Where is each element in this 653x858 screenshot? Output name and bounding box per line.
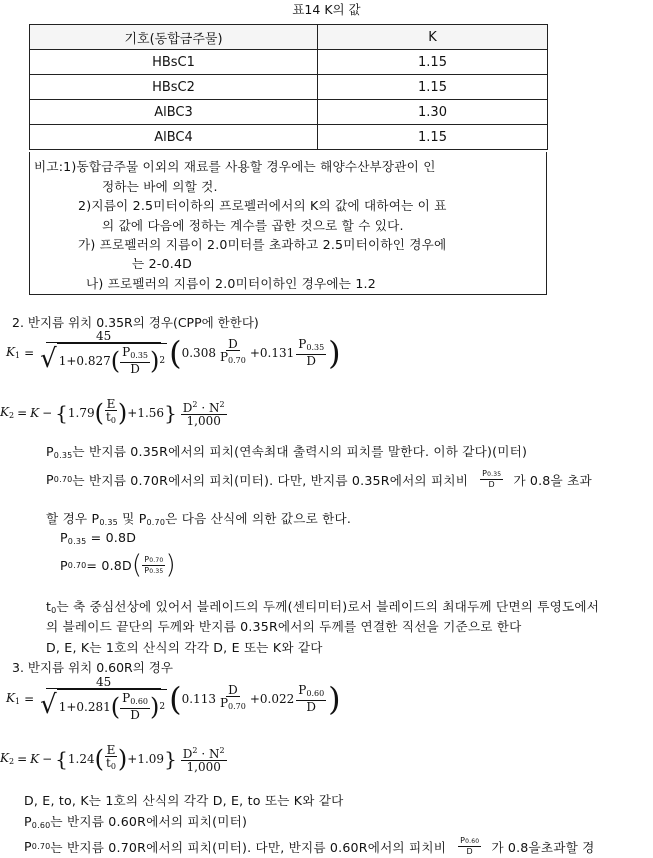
formula-k2 (0, 744, 227, 773)
formula-denominator: 1,000 (186, 413, 221, 428)
formula-numerator: 45 (46, 676, 161, 689)
sqrt-icon: √ (40, 690, 57, 720)
paren-close-icon: ) (117, 744, 128, 773)
table-header-cell: K (318, 25, 548, 50)
formula-term: 0.113 (181, 691, 216, 706)
formula-exponent: 2 (159, 355, 166, 366)
brace-close-icon: } (164, 746, 177, 771)
paren-open-icon: ( (169, 679, 182, 718)
formula-operator: = (17, 751, 28, 766)
formula-numerator: $P_{0.60}$ (120, 692, 150, 709)
table-cell: 1.30 (318, 100, 548, 125)
formula-numerator: 45 (46, 330, 161, 343)
table-header-cell: 기호(동합금주물) (30, 25, 318, 50)
formula-fraction (38, 676, 169, 721)
formula-operator: = (17, 405, 28, 420)
formula-symbol: $K_1$ (6, 691, 21, 706)
definition-t0: $t_0$는 축 중심선상에 있어서 블레이드의 두께(센티미터)로서 블레이드의 최대두께 단면의 투영도에서 (46, 599, 600, 615)
definition-dek: D, E, to, K는 1호의 산식의 각각 D, E, to 또는 K와 같다 (24, 793, 344, 808)
formula-denominator: $t_0$ (105, 756, 116, 771)
brace-close-icon: } (164, 400, 177, 425)
formula-exponent: 2 (159, 701, 166, 712)
formula-operator: − (42, 405, 53, 420)
formula-fraction (120, 692, 150, 721)
formula-fraction (218, 338, 248, 367)
paren-close-icon: ) (328, 333, 341, 372)
formula-operator: = (24, 345, 35, 360)
table-row (30, 125, 548, 150)
table-row (30, 50, 548, 75)
formula-numerator: $P_{0.35}$ (120, 346, 150, 363)
formula-term: 1.24 (67, 751, 95, 766)
formula-fraction (120, 346, 150, 375)
formula-fraction (104, 398, 118, 427)
formula-symbol: $K_2$ (0, 751, 15, 766)
formula-denominator: $P_{0.70}$ (219, 350, 246, 365)
definition-p060: $P_{0.60}$는 반지름 0.60R에서의 피치(미터) (24, 814, 248, 830)
table-header-row (30, 25, 548, 50)
formula-fraction (38, 330, 169, 375)
formula-operator: + (249, 691, 260, 706)
table-cell: AlBC4 (30, 125, 318, 150)
formula-denominator: $t_0$ (105, 410, 116, 425)
formula-numerator: $P_{0.60}$ (296, 684, 326, 701)
table-cell: HBsC2 (30, 75, 318, 100)
pitch-ratio-fraction: $\frac{P0.35}{D}$ (482, 469, 502, 489)
equation-p035: $P_{0.35} = 0.8D$ (60, 530, 137, 546)
formula-term: 0.131 (259, 345, 295, 360)
table-cell: 1.15 (318, 125, 548, 150)
note-line: 가) 프로펠러의 지름이 2.0미터를 초과하고 2.5미터이하인 경우에 (78, 237, 447, 252)
formula-fraction (296, 338, 326, 367)
formula-fraction (296, 684, 326, 713)
formula-fraction (218, 684, 248, 713)
formula-operator: + (249, 345, 260, 360)
section-heading: 3. 반지름 위치 0.60R의 경우 (12, 660, 173, 675)
formula-numerator: D (228, 683, 238, 697)
table-cell: AlBC3 (30, 100, 318, 125)
formula-term: 1.56 (137, 405, 165, 420)
note-line: 비고:1)동합금주물 이외의 재료를 사용할 경우에는 해양수산부장관이 인 (34, 159, 436, 174)
formula-numerator: E (106, 397, 116, 411)
formula-operator: + (127, 751, 138, 766)
paren-close-icon: ) (150, 692, 160, 721)
brace-open-icon: { (55, 400, 68, 425)
formula-fraction (181, 745, 227, 773)
table-title: 표14 K의 값 (292, 2, 361, 17)
condition-line: 할 경우 $P_{0.35}$ 및 $P_{0.70}$은 다음 산식에 의한 값으로 한다. (46, 511, 352, 527)
formula-term: 0.308 (181, 345, 216, 360)
definition-p035: $P_{0.35}$는 반지름 0.35R에서의 피치(연속최대 출력시의 피치를 말한다. 이하 같다)(미터) (46, 444, 528, 460)
formula-symbol: $K_1$ (6, 345, 21, 360)
formula-fraction (181, 399, 227, 427)
definition-dek: D, E, K는 1호의 산식의 각각 D, E 또는 K와 같다 (46, 640, 323, 655)
formula-numerator: E (106, 743, 116, 757)
formula-denominator: D (130, 362, 140, 376)
exponent-fraction: $\frac{P0.70}{P0.35}$ (144, 554, 164, 575)
table-cell: 1.15 (318, 50, 548, 75)
note-line: 정하는 바에 의할 것. (102, 179, 218, 194)
formula-k2 (0, 398, 227, 427)
formula-operator: + (127, 405, 138, 420)
note-line: 의 값에 다음에 정하는 계수를 곱한 것으로 할 수 있다. (102, 218, 404, 233)
pitch-ratio-fraction: $\frac{P0.60}{D}$ (460, 836, 480, 856)
paren-close-icon: ) (117, 398, 128, 427)
paren-open-icon: ( (169, 333, 182, 372)
formula-denominator (38, 689, 169, 721)
brace-open-icon: { (55, 746, 68, 771)
formula-denominator: 1,000 (186, 759, 221, 774)
table-row (30, 100, 548, 125)
formula-term: 1.79 (67, 405, 95, 420)
table-row (30, 75, 548, 100)
paren-close-icon: ) (165, 550, 176, 580)
section-heading: 2. 반지름 위치 0.35R의 경우(CPP에 한한다) (12, 315, 259, 330)
sqrt-icon: √ (40, 344, 57, 374)
table-cell: 1.15 (318, 75, 548, 100)
definition-p070: P 0.70 는 반지름 0.70R에서의 피치(미터). 다만, 반지름 0.35R에서의 피치비 $\frac{P0.35}{D}$ 가 0.8을 초과 (46, 469, 592, 489)
paren-open-icon: ( (94, 744, 104, 773)
formula-term: 1+0.281 (58, 699, 111, 714)
paren-close-icon: ) (150, 346, 160, 375)
definition-t0-cont: 의 블레이드 끝단의 두께와 반지름 0.35R에서의 두께를 연결한 직선을 기준으로 한다 (46, 619, 522, 634)
table-cell: HBsC1 (30, 50, 318, 75)
formula-term: 0.022 (259, 691, 295, 706)
note-line: 2)지름이 2.5미터이하의 프로펠러에서의 K의 값에 대하여는 이 표 (78, 198, 447, 213)
note-line: 나) 프로펠러의 지름이 2.0미터이하인 경우에는 1.2 (86, 276, 376, 291)
definition-p070: P 0.70 는 반지름 0.70R에서의 피치(미터). 다만, 반지름 0.60R에서의 피치비 $\frac{P0.60}{D}$ 가 0.8을초과할 경 (24, 836, 595, 856)
paren-open-icon: ( (94, 398, 104, 427)
table-notes (29, 152, 547, 295)
formula-fraction (104, 744, 118, 773)
formula-denominator: D (306, 354, 317, 368)
formula-symbol: K (30, 751, 40, 766)
paren-open-icon: ( (131, 550, 143, 580)
formula-denominator: D (130, 708, 140, 722)
note-line: 는 2-0.4D (132, 256, 193, 271)
formula-denominator: $P_{0.70}$ (219, 696, 246, 711)
formula-term: 1+0.827 (58, 353, 111, 368)
equation-p070: P 0.70 = 0.8D ( $\frac{P0.70}{P0.35}$ ) (60, 550, 176, 580)
formula-k1 (6, 330, 341, 375)
formula-numerator: $D^2 \cdot N^2$ (182, 399, 225, 415)
formula-symbol: $K_2$ (0, 405, 15, 420)
formula-operator: − (42, 751, 53, 766)
formula-k1 (6, 676, 341, 721)
formula-numerator: D (228, 337, 238, 351)
paren-open-icon: ( (110, 692, 121, 721)
formula-denominator (38, 343, 169, 375)
formula-operator: = (24, 691, 35, 706)
formula-symbol: K (30, 405, 40, 420)
paren-open-icon: ( (110, 346, 121, 375)
formula-numerator: $D^2 \cdot N^2$ (182, 745, 225, 761)
formula-numerator: $P_{0.35}$ (296, 338, 326, 355)
paren-close-icon: ) (328, 679, 341, 718)
formula-denominator: D (306, 700, 317, 714)
k-value-table (29, 24, 548, 150)
formula-term: 1.09 (137, 751, 165, 766)
